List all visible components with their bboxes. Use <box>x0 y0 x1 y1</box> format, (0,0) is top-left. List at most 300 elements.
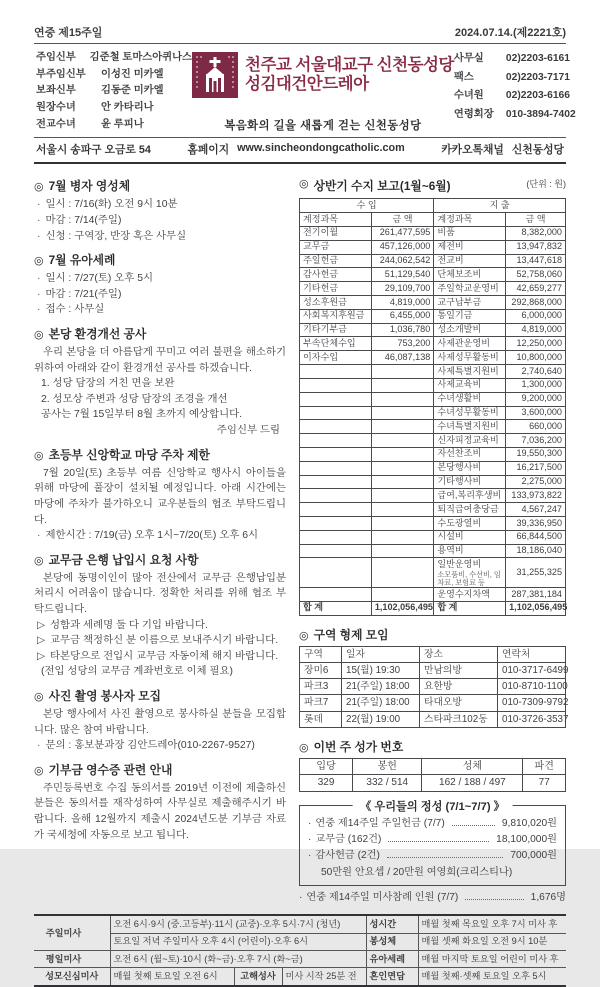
income-amount: 1,036,780 <box>371 323 434 337</box>
district-row <box>300 711 566 727</box>
income-amount: 244,062,542 <box>371 254 434 268</box>
expense-account <box>434 447 506 461</box>
expense-account <box>434 309 506 323</box>
district-cell: 21(주일) 18:00 <box>342 679 420 695</box>
contact-value: 02)2203-6161 <box>505 53 571 64</box>
holy-hour-label: 성시간 <box>366 915 418 933</box>
masthead-center <box>192 50 454 133</box>
hymn-col-header: 파견 <box>523 758 566 775</box>
line-text: 문의 : 홍보분과장 김안드레아(010-2267-9527) <box>45 740 255 752</box>
section-line: 본당 행사에서 사진 촬영으로 봉사하실 분들을 모집합니다. 많은 참여 바랍니다. <box>34 708 286 736</box>
expense-account-name: 수녀성무활동비 <box>437 407 499 418</box>
hymn-number: 332 / 514 <box>353 775 422 792</box>
section-marker: ◎ <box>299 178 309 191</box>
expense-total-label: 합 계 <box>434 601 506 615</box>
expense-account-name: 비품 <box>437 227 455 238</box>
line-text: 마감 : 7/21(주일) <box>45 288 122 300</box>
income-account <box>300 365 372 379</box>
expense-amount: 13,947,832 <box>506 240 566 254</box>
income-amount <box>371 475 434 489</box>
marian-mass-time: 매월 첫째 토요일 오전 6시 <box>110 968 234 986</box>
offering-items <box>308 816 557 865</box>
district-tbody <box>300 662 569 727</box>
district-cell: 010-8710-1100 <box>498 679 566 695</box>
hymn-number: 77 <box>523 775 566 792</box>
attendance-label: 연중 제14주일 미사참례 인원 (7/7) <box>306 892 459 904</box>
expense-account <box>434 406 506 420</box>
clergy-row <box>36 50 192 67</box>
expense-account <box>434 268 506 282</box>
expense-account-name: 사제특별지원비 <box>437 365 499 376</box>
expense-account-col: 계정과목 <box>434 213 506 227</box>
hymn-section-title <box>299 738 566 755</box>
section-title <box>34 761 286 778</box>
income-amount <box>371 489 434 503</box>
expense-account-name: 용역비 <box>437 545 464 556</box>
expense-account <box>434 461 506 475</box>
section-title-text: 7월 병자 영성체 <box>48 179 131 194</box>
contact-row <box>454 106 576 125</box>
expense-amount: 66,844,500 <box>506 530 566 544</box>
clergy-name: 윤 루피나 <box>101 118 144 130</box>
income-amount: 4,819,000 <box>371 296 434 310</box>
expense-account-name: 일반운영비 <box>437 558 482 569</box>
announcement-section <box>34 177 286 244</box>
section-line <box>34 649 286 665</box>
income-account <box>300 544 372 558</box>
contact-label: 사무실 <box>453 53 484 64</box>
sunday-mass-label: 주일미사 <box>34 915 110 950</box>
expense-amount: 31,255,325 <box>506 558 566 588</box>
expense-total-amount: 1,102,056,495 <box>506 601 566 615</box>
finance-row <box>300 365 566 379</box>
offering-value: 18,100,000원 <box>496 834 557 846</box>
income-account <box>300 447 372 461</box>
arrow-marker: ▷ <box>37 650 45 662</box>
expense-amount: 4,819,000 <box>506 323 566 337</box>
income-account <box>300 588 372 602</box>
district-section-title <box>299 626 566 643</box>
line-text: 마감 : 7/14(주일) <box>45 214 122 226</box>
district-col-header: 장소 <box>420 646 498 662</box>
expense-account-name: 자선찬조비 <box>437 448 482 459</box>
contact-label: 수녀원 <box>453 90 484 102</box>
announcement-section <box>34 251 286 318</box>
expense-account-name: 수도광열비 <box>437 517 482 528</box>
expense-account-name: 사제관운영비 <box>437 337 491 348</box>
section-marker: ◎ <box>299 629 309 642</box>
expense-account <box>434 240 506 254</box>
district-cell: 만남의방 <box>420 662 498 678</box>
income-account <box>300 503 372 517</box>
district-row <box>300 662 566 678</box>
income-account: 사회복지후원금 <box>300 309 372 323</box>
clergy-role: 전교수녀 <box>36 118 76 130</box>
section-title-text: 사진 촬영 봉사자 모집 <box>48 688 162 703</box>
clergy-role: 원장수녀 <box>36 102 76 114</box>
infant-baptism-time: 매월 마지막 토요일 어린이 미사 후 <box>418 951 566 968</box>
section-title <box>34 177 286 194</box>
district-header-row <box>300 646 566 662</box>
expense-account <box>434 365 506 379</box>
finance-unit-label: (단위 : 원) <box>526 179 566 190</box>
dot-leader <box>388 841 489 842</box>
income-amount <box>371 530 434 544</box>
hymn-number: 162 / 188 / 497 <box>422 775 523 792</box>
finance-tbody <box>300 226 566 615</box>
contact-label: 팩스 <box>453 71 474 83</box>
district-cell: 파크7 <box>300 695 342 711</box>
section-marker: ◎ <box>34 329 44 342</box>
announcement-section <box>34 551 286 680</box>
expense-account <box>434 489 506 503</box>
expense-account-name: 단체보조비 <box>437 268 482 279</box>
contact-row <box>454 50 576 69</box>
finance-row <box>300 378 566 392</box>
address: 서울시 송파구 오금로 54 <box>36 144 151 157</box>
contact-label: 연령회장 <box>453 108 494 120</box>
finance-row <box>300 254 566 268</box>
income-amount: 51,129,540 <box>371 268 434 282</box>
income-total-amount: 1,102,056,495 <box>371 601 434 615</box>
expense-account <box>434 558 506 588</box>
bullet-marker: · <box>37 199 41 211</box>
finance-row <box>300 447 566 461</box>
finance-table <box>299 198 566 615</box>
offering-value: 700,000원 <box>510 850 557 862</box>
income-account <box>300 434 372 448</box>
communion-visit-time: 매월 셋째 화요일 오전 9시 10분 <box>418 933 566 950</box>
district-cell: 파크3 <box>300 679 342 695</box>
expense-amount: 9,200,000 <box>506 392 566 406</box>
announcement-section <box>34 761 286 843</box>
section-title <box>34 446 286 463</box>
finance-row <box>300 268 566 282</box>
parish-title <box>245 56 454 95</box>
clergy-row <box>36 117 192 134</box>
expense-amount: 16,217,500 <box>506 461 566 475</box>
masthead-top-row <box>34 24 566 44</box>
offering-section <box>299 800 566 907</box>
income-account <box>300 461 372 475</box>
clergy-role: 주임신부 <box>36 52 76 63</box>
expense-account <box>434 226 506 240</box>
offering-label: 연중 제14주일 주일헌금 (7/7) <box>315 817 445 829</box>
finance-row <box>300 240 566 254</box>
expense-amount: 13,447,618 <box>506 254 566 268</box>
income-account: 부속단체수입 <box>300 337 372 351</box>
income-account <box>300 378 372 392</box>
bullet-marker: · <box>37 288 41 300</box>
district-title-text: 구역 형제 모임 <box>313 627 389 642</box>
expense-account <box>434 282 506 296</box>
parish-title-line1: 천주교 서울대교구 신천동성당 <box>245 55 454 74</box>
income-account: 성소후원금 <box>300 296 372 310</box>
section-line: 1. 성당 담장의 거친 면을 보완 <box>41 378 175 390</box>
contact-list <box>454 50 576 133</box>
hymn-value-row <box>300 775 566 792</box>
income-account <box>300 530 372 544</box>
expense-amount: 2,740,640 <box>506 365 566 379</box>
finance-row <box>300 434 566 448</box>
finance-row <box>300 420 566 434</box>
bullet-marker: · <box>37 273 41 285</box>
income-total-label: 합 계 <box>300 601 372 615</box>
expense-account <box>434 337 506 351</box>
expense-amount-col: 금 액 <box>506 213 566 227</box>
income-amount: 457,126,000 <box>371 240 434 254</box>
expense-account-name: 급여,복리후생비 <box>437 489 502 500</box>
line-text: 신청 : 구역장, 반장 혹은 사무실 <box>45 230 187 242</box>
expense-amount: 6,000,000 <box>506 309 566 323</box>
expense-account-name: 사제성무활동비 <box>437 351 499 362</box>
income-amount: 46,087,138 <box>371 351 434 365</box>
expense-account <box>434 588 506 602</box>
address-row <box>34 138 566 164</box>
hymn-col-header: 성체 <box>422 758 523 775</box>
section-title <box>34 551 286 568</box>
income-amount <box>371 406 434 420</box>
section-title-text: 교무금 은행 납입시 요청 사항 <box>48 552 199 567</box>
expense-amount: 18,186,040 <box>506 544 566 558</box>
announcement-section <box>34 325 286 439</box>
line-text: 일시 : 7/16(화) 오전 9시 10분 <box>45 199 178 211</box>
confession-label: 고해성사 <box>234 968 282 986</box>
income-amount <box>371 558 434 588</box>
district-cell: 스타파크102동 <box>420 711 498 727</box>
finance-row <box>300 475 566 489</box>
section-line <box>34 618 286 634</box>
bullet-marker: · <box>308 834 312 846</box>
bullet-marker: · <box>37 304 41 316</box>
district-cell: 타대오방 <box>420 695 498 711</box>
bullet-marker: · <box>37 530 41 542</box>
section-marker: ◎ <box>34 690 44 703</box>
section-line <box>34 302 286 318</box>
dot-leader <box>452 825 495 826</box>
income-amount <box>371 461 434 475</box>
hymn-col-header: 입당 <box>300 758 353 775</box>
expense-account <box>434 503 506 517</box>
income-amount <box>371 378 434 392</box>
bullet-marker: · <box>299 892 303 904</box>
clergy-name: 이성진 미카엘 <box>101 68 164 80</box>
income-account <box>300 475 372 489</box>
finance-row <box>300 489 566 503</box>
section-title-text: 본당 환경개선 공사 <box>48 327 147 342</box>
district-row <box>300 679 566 695</box>
hymn-header-row <box>300 758 566 775</box>
expense-account-name: 본당행사비 <box>437 462 482 473</box>
income-account <box>300 489 372 503</box>
marian-mass-label: 성모신심미사 <box>34 968 110 986</box>
expense-amount: 12,250,000 <box>506 337 566 351</box>
section-title-text: 7월 유아세례 <box>48 253 116 268</box>
finance-row <box>300 226 566 240</box>
line-text: 교무금 책정하신 분 이름으로 보내주시기 바랍니다. <box>50 635 279 647</box>
income-account: 전기이월 <box>300 226 372 240</box>
section-title-text: 초등부 신앙학교 마당 주차 제한 <box>48 447 210 462</box>
section-line: 공사는 7월 15일부터 8월 초까지 예상합니다. <box>41 409 243 421</box>
finance-row <box>300 323 566 337</box>
expense-amount: 52,758,060 <box>506 268 566 282</box>
expense-account <box>434 434 506 448</box>
holy-hour-time: 매월 첫째 목요일 오후 7시 미사 후 <box>418 915 566 933</box>
liturgical-week-label: 연중 제15주일 <box>34 27 103 39</box>
section-line: 주민등록번호 수집 동의서를 2019년 이전에 제출하신 분들은 동의서를 재작성하여 사무실로 제출해주시기 바랍니다. 올해 12월까지 제출시 2024년도분 기부금 자료가 국세청에 자동으로 보고 됩니다. <box>34 782 286 841</box>
arrow-marker: ▷ <box>37 635 45 647</box>
marriage-interview-label: 혼인면담 <box>366 968 418 986</box>
expense-account <box>434 517 506 531</box>
expense-amount: 10,800,000 <box>506 351 566 365</box>
kakao-channel: 신천동성당 <box>511 144 564 157</box>
hymn-number: 329 <box>300 775 353 792</box>
income-header: 수 입 <box>300 199 434 213</box>
expense-account-name: 기타행사비 <box>437 476 482 487</box>
offering-box-title: 《 우리들의 정성 (7/1~7/7) 》 <box>352 798 513 814</box>
contact-row <box>454 87 576 106</box>
section-title <box>34 251 286 268</box>
sunday-mass-times-2: 토요일 저녁 주일미사 오후 4시 (어린이)·오후 6시 <box>110 933 366 950</box>
district-col-header: 일자 <box>342 646 420 662</box>
income-amount <box>371 447 434 461</box>
income-account-col: 계정과목 <box>300 213 372 227</box>
income-amount: 753,200 <box>371 337 434 351</box>
income-account: 주일헌금 <box>300 254 372 268</box>
expense-account <box>434 296 506 310</box>
issue-date-label: 2024.07.14.(제2221호) <box>454 27 566 39</box>
line-text: 타본당으로 전입시 교무금 자동이체 해지 바랍니다. <box>50 650 279 662</box>
income-amount: 29,109,700 <box>371 282 434 296</box>
finance-row <box>300 530 566 544</box>
section-line <box>34 213 286 229</box>
marriage-interview-time: 매월 첫째·셋째 토요일 오후 5시 <box>418 968 566 986</box>
expense-account-name: 시설비 <box>437 531 464 542</box>
section-line: 본당에 동명이인이 많아 전산에서 교무금 은행납입분 처리시 어려움이 많습니다. 정확한 처리를 위해 협조 부탁드립니다. <box>34 572 286 615</box>
income-account: 기타헌금 <box>300 282 372 296</box>
finance-row <box>300 503 566 517</box>
parish-logo-icon <box>192 52 238 98</box>
main-content <box>34 170 569 906</box>
expense-account <box>434 378 506 392</box>
clergy-list <box>34 50 192 133</box>
expense-account <box>434 475 506 489</box>
expense-account-name: 퇴직급여충당금 <box>437 503 499 514</box>
announcement-section <box>34 446 286 544</box>
clergy-name: 안 카타리나 <box>101 102 154 114</box>
bullet-marker: · <box>308 850 312 862</box>
clergy-name: 김동준 미카엘 <box>101 85 164 97</box>
section-marker: ◎ <box>34 181 44 194</box>
section-title <box>34 325 286 342</box>
line-text: 성함과 세례명 둘 다 기입 바랍니다. <box>50 619 208 631</box>
expense-account <box>434 420 506 434</box>
offering-item <box>308 832 557 848</box>
district-cell: 22(월) 19:00 <box>342 711 420 727</box>
finance-row <box>300 406 566 420</box>
finance-row <box>300 337 566 351</box>
kakao-label: 카카오톡채널 <box>441 144 504 157</box>
income-amount: 6,455,000 <box>371 309 434 323</box>
income-amount <box>371 434 434 448</box>
expense-account-name: 교구납부금 <box>437 296 482 307</box>
offering-value: 9,810,020원 <box>501 817 557 829</box>
clergy-row <box>36 100 192 117</box>
expense-account <box>434 530 506 544</box>
hymn-table <box>299 758 566 792</box>
section-line <box>34 738 286 754</box>
homepage-label: 홈페이지 <box>187 144 230 157</box>
clergy-row <box>36 83 192 100</box>
right-column <box>299 170 569 906</box>
offering-label: 감사헌금 (2건) <box>315 850 380 862</box>
section-line: 주임신부 드림 <box>216 425 280 437</box>
district-cell: 010-3726-3537 <box>498 711 566 727</box>
confession-time: 미사 시작 25분 전 <box>282 968 366 986</box>
section-line <box>34 287 286 303</box>
finance-row <box>300 461 566 475</box>
attendance-value: 1,676명 <box>530 892 566 904</box>
finance-row <box>300 351 566 365</box>
communion-visit-label: 봉성체 <box>366 933 418 950</box>
expense-amount: 660,000 <box>506 420 566 434</box>
section-line <box>34 197 286 213</box>
finance-row <box>300 544 566 558</box>
expense-amount: 42,659,277 <box>506 282 566 296</box>
line-text: 제한시간 : 7/19(금) 오후 1시~7/20(토) 오후 6시 <box>45 530 259 542</box>
parish-slogan: 복음화의 길을 새롭게 걷는 신천동성당 <box>224 120 422 133</box>
section-line <box>34 633 286 649</box>
left-column <box>34 170 286 906</box>
section-marker: ◎ <box>34 255 44 268</box>
section-line: (전입 성당의 교무금 계좌번호로 이체 필요) <box>41 666 233 678</box>
expense-account-subnote: 소모품비, 수선비, 임차료, 보험료 등 <box>437 569 501 587</box>
homepage-url: www.sincheondongcatholic.com <box>237 142 405 155</box>
expense-account-name: 제전비 <box>437 241 464 252</box>
expense-amount: 2,275,000 <box>506 475 566 489</box>
expense-account-name: 통일기금 <box>437 310 473 321</box>
expense-header: 지 출 <box>434 199 566 213</box>
district-cell: 21(주일) 18:00 <box>342 695 420 711</box>
district-cell: 장미6 <box>300 662 342 678</box>
clergy-role: 부주임신부 <box>36 68 86 80</box>
expense-account-name: 성소개발비 <box>437 324 482 335</box>
expense-amount: 292,868,000 <box>506 296 566 310</box>
finance-row <box>300 282 566 296</box>
bullet-marker: · <box>37 740 41 752</box>
mass-schedule-table <box>34 914 566 986</box>
income-amount <box>371 365 434 379</box>
section-line <box>34 229 286 245</box>
expense-account <box>434 351 506 365</box>
district-col-header: 구역 <box>300 646 342 662</box>
income-account <box>300 558 372 588</box>
announcement-section <box>34 687 286 754</box>
section-line: 우리 본당을 더 아름답게 꾸미고 여러 불편을 해소하기 위하여 아래와 같이 환경개선 공사를 하겠습니다. <box>34 347 286 374</box>
arrow-marker: ▷ <box>37 619 45 631</box>
section-marker: ◎ <box>34 764 44 777</box>
finance-row <box>300 517 566 531</box>
offering-box <box>299 800 566 886</box>
offering-label: 교무금 (162건) <box>315 834 382 846</box>
expense-account-name: 수녀특별지원비 <box>437 420 499 431</box>
weekday-mass-times: 오전 6시 (월~토)·10시 (화~금)·오후 7시 (화~금) <box>110 951 366 968</box>
hymn-title-text: 이번 주 성가 번호 <box>313 739 404 754</box>
district-cell: 010-3717-6499 <box>498 662 566 678</box>
district-col-header: 연락처 <box>498 646 566 662</box>
section-title-text: 기부금 영수증 관련 안내 <box>48 762 173 777</box>
expense-account-name: 사제교육비 <box>437 379 482 390</box>
